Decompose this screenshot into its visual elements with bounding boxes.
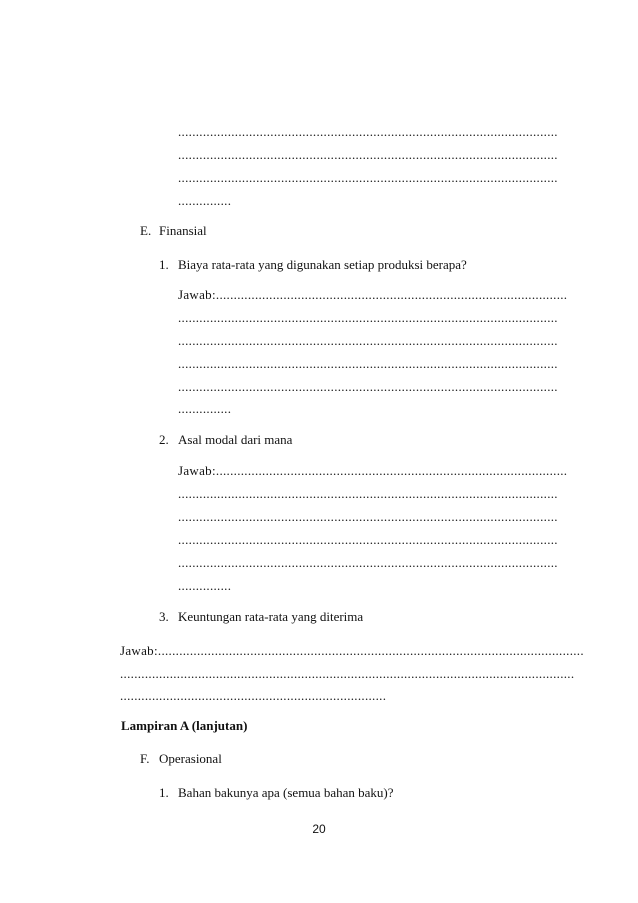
- answer-dotted-line-end: ...............: [178, 401, 232, 416]
- section-f-label: F.: [140, 751, 150, 766]
- question-text: Keuntungan rata-rata yang diterima: [178, 609, 364, 624]
- answer-dotted-line: ...........................................................................................................: [178, 379, 558, 394]
- answer-dotted-line: ...........................................................................................................: [178, 310, 558, 325]
- question-number: 1.: [159, 257, 169, 272]
- answer-dotted-line: ...........................................................................................................: [178, 124, 558, 139]
- section-e-title: Finansial: [159, 223, 207, 238]
- section-e-label: E.: [140, 223, 152, 238]
- answer-dotted-line: ................................................................................................................................: [120, 666, 575, 681]
- answer-dotted-line: ...........................................................................................................: [178, 509, 558, 524]
- question-number: 1.: [159, 785, 169, 800]
- question-number: 2.: [159, 432, 169, 447]
- answer-dotted-line: ...........................................................................................................: [178, 333, 558, 348]
- question-text: Biaya rata-rata yang digunakan setiap produksi berapa?: [178, 257, 467, 272]
- answer-prompt: Jawab:...................................................................................................: [178, 463, 568, 478]
- answer-dotted-line-end: ...............: [178, 193, 232, 208]
- answer-dotted-line: ...........................................................................................................: [178, 532, 558, 547]
- appendix-heading: Lampiran A (lanjutan): [121, 718, 248, 733]
- answer-dotted-line: ...........................................................................................................: [178, 486, 558, 501]
- answer-prompt: Jawab:........................................................................................................................: [120, 643, 584, 658]
- answer-dotted-line-end: ...........................................................................: [120, 688, 387, 703]
- answer-dotted-line: ...........................................................................................................: [178, 555, 558, 570]
- answer-dotted-line-end: ...............: [178, 578, 232, 593]
- question-text: Bahan bakunya apa (semua bahan baku)?: [178, 785, 394, 800]
- section-f-title: Operasional: [159, 751, 222, 766]
- page-number: 20: [312, 822, 326, 836]
- answer-dotted-line: ...........................................................................................................: [178, 170, 558, 185]
- answer-dotted-line: ...........................................................................................................: [178, 147, 558, 162]
- question-number: 3.: [159, 609, 169, 624]
- answer-dotted-line: ...........................................................................................................: [178, 356, 558, 371]
- question-text: Asal modal dari mana: [178, 432, 293, 447]
- answer-prompt: Jawab:...................................................................................................: [178, 287, 568, 302]
